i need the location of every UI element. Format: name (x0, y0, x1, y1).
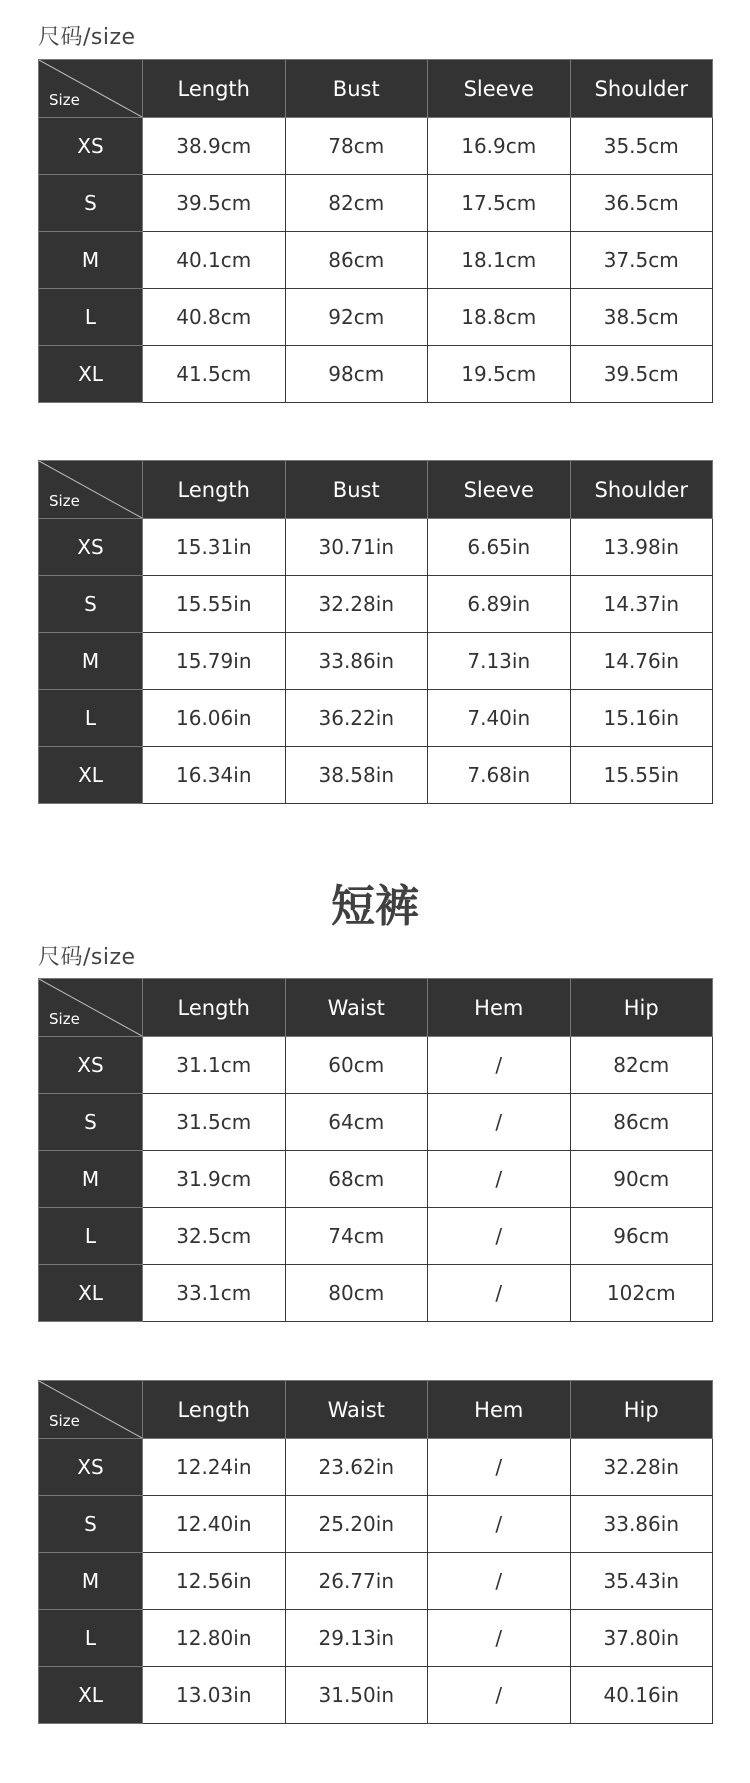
column-header: Length (143, 60, 286, 118)
table-row (39, 576, 713, 633)
table-cell: 15.31in (143, 519, 286, 576)
size-row-header: XL (39, 346, 143, 403)
table-cell: 31.50in (285, 1667, 428, 1724)
table-row (39, 1553, 713, 1610)
table-cell: 18.1cm (428, 232, 571, 289)
column-header: Length (143, 461, 286, 519)
table-cell: 7.68in (428, 747, 571, 804)
table-cell: 82cm (570, 1037, 713, 1094)
table-cell: 40.16in (570, 1667, 713, 1724)
column-header: Bust (285, 60, 428, 118)
size-row-header: L (39, 289, 143, 346)
table-cell: / (428, 1265, 571, 1322)
shorts-inch-size-table (38, 1380, 713, 1724)
size-row-header: M (39, 1151, 143, 1208)
table-cell: / (428, 1037, 571, 1094)
top-cm-size-table (38, 59, 713, 403)
table-cell: / (428, 1208, 571, 1265)
table-cell: 18.8cm (428, 289, 571, 346)
table-cell: 16.06in (143, 690, 286, 747)
table-cell: 39.5cm (143, 175, 286, 232)
size-row-header: L (39, 1208, 143, 1265)
column-header: Bust (285, 461, 428, 519)
size-corner-header (39, 461, 143, 519)
table-row (39, 289, 713, 346)
table-cell: / (428, 1610, 571, 1667)
table-cell: 36.5cm (570, 175, 713, 232)
size-row-header: XS (39, 1037, 143, 1094)
table-cell: 29.13in (285, 1610, 428, 1667)
table-row (39, 1439, 713, 1496)
table-cell: 12.56in (143, 1553, 286, 1610)
table-cell: / (428, 1667, 571, 1724)
size-row-header: XS (39, 1439, 143, 1496)
table-cell: 98cm (285, 346, 428, 403)
table-cell: 32.5cm (143, 1208, 286, 1265)
column-header: Hem (428, 1381, 571, 1439)
size-corner-header (39, 60, 143, 118)
table-cell: 6.65in (428, 519, 571, 576)
table-cell: 33.1cm (143, 1265, 286, 1322)
size-corner-label: Size (49, 1412, 80, 1430)
table-cell: 31.5cm (143, 1094, 286, 1151)
table-row (39, 1496, 713, 1553)
column-header: Hip (570, 1381, 713, 1439)
table-cell: 82cm (285, 175, 428, 232)
table-cell: 38.5cm (570, 289, 713, 346)
table-cell: 12.80in (143, 1610, 286, 1667)
table-cell: 96cm (570, 1208, 713, 1265)
table-cell: 38.58in (285, 747, 428, 804)
table-row (39, 175, 713, 232)
table-cell: 33.86in (570, 1496, 713, 1553)
table-cell: 17.5cm (428, 175, 571, 232)
table-row (39, 747, 713, 804)
table-cell: 64cm (285, 1094, 428, 1151)
table-row (39, 1667, 713, 1724)
table-cell: 90cm (570, 1151, 713, 1208)
table-cell: 60cm (285, 1037, 428, 1094)
table-cell: 35.43in (570, 1553, 713, 1610)
table-cell: 33.86in (285, 633, 428, 690)
table-cell: 38.9cm (143, 118, 286, 175)
top-inch-size-table (38, 460, 713, 804)
table-row (39, 232, 713, 289)
size-corner-label: Size (49, 91, 80, 109)
size-row-header: XL (39, 1265, 143, 1322)
table-cell: 37.5cm (570, 232, 713, 289)
column-header: Waist (285, 1381, 428, 1439)
table-row (39, 1610, 713, 1667)
size-row-header: M (39, 232, 143, 289)
table-cell: 15.79in (143, 633, 286, 690)
table-cell: 32.28in (570, 1439, 713, 1496)
table-cell: 6.89in (428, 576, 571, 633)
shorts-section-title: 短裤 (331, 881, 419, 932)
table-row (39, 1094, 713, 1151)
table-row (39, 346, 713, 403)
table-cell: 26.77in (285, 1553, 428, 1610)
table-cell: / (428, 1553, 571, 1610)
column-header: Hip (570, 979, 713, 1037)
table-cell: 35.5cm (570, 118, 713, 175)
size-corner-header (39, 979, 143, 1037)
table-cell: 41.5cm (143, 346, 286, 403)
size-row-header: S (39, 175, 143, 232)
size-corner-label: Size (49, 1010, 80, 1028)
size-row-header: XS (39, 118, 143, 175)
size-row-header: XL (39, 1667, 143, 1724)
table-cell: / (428, 1094, 571, 1151)
size-row-header: S (39, 576, 143, 633)
table-cell: 86cm (285, 232, 428, 289)
table-cell: 16.34in (143, 747, 286, 804)
top-size-label: 尺码/size (38, 25, 136, 50)
table-cell: 86cm (570, 1094, 713, 1151)
table-row (39, 1037, 713, 1094)
table-row (39, 633, 713, 690)
table-cell: 39.5cm (570, 346, 713, 403)
table-cell: 16.9cm (428, 118, 571, 175)
table-cell: 23.62in (285, 1439, 428, 1496)
size-row-header: M (39, 1553, 143, 1610)
table-cell: 31.1cm (143, 1037, 286, 1094)
table-cell: 102cm (570, 1265, 713, 1322)
table-cell: 92cm (285, 289, 428, 346)
shorts-cm-size-table (38, 978, 713, 1322)
table-cell: 15.55in (570, 747, 713, 804)
table-cell: 80cm (285, 1265, 428, 1322)
table-cell: / (428, 1496, 571, 1553)
table-cell: 12.40in (143, 1496, 286, 1553)
size-row-header: M (39, 633, 143, 690)
table-cell: 14.37in (570, 576, 713, 633)
size-row-header: L (39, 1610, 143, 1667)
table-row (39, 519, 713, 576)
table-cell: 25.20in (285, 1496, 428, 1553)
column-header: Waist (285, 979, 428, 1037)
table-cell: 40.1cm (143, 232, 286, 289)
size-row-header: XS (39, 519, 143, 576)
table-cell: 13.98in (570, 519, 713, 576)
column-header: Shoulder (570, 461, 713, 519)
column-header: Sleeve (428, 60, 571, 118)
column-header: Length (143, 1381, 286, 1439)
table-cell: 30.71in (285, 519, 428, 576)
table-cell: 19.5cm (428, 346, 571, 403)
table-row (39, 118, 713, 175)
table-row (39, 1151, 713, 1208)
column-header: Hem (428, 979, 571, 1037)
table-row (39, 1208, 713, 1265)
table-cell: 31.9cm (143, 1151, 286, 1208)
table-cell: 74cm (285, 1208, 428, 1265)
table-row (39, 1265, 713, 1322)
size-row-header: XL (39, 747, 143, 804)
table-cell: / (428, 1439, 571, 1496)
table-cell: 7.40in (428, 690, 571, 747)
table-cell: 12.24in (143, 1439, 286, 1496)
table-cell: 78cm (285, 118, 428, 175)
table-cell: 40.8cm (143, 289, 286, 346)
size-row-header: S (39, 1496, 143, 1553)
size-row-header: S (39, 1094, 143, 1151)
table-cell: 14.76in (570, 633, 713, 690)
table-cell: 15.55in (143, 576, 286, 633)
table-row (39, 690, 713, 747)
table-cell: 7.13in (428, 633, 571, 690)
column-header: Length (143, 979, 286, 1037)
table-cell: 68cm (285, 1151, 428, 1208)
size-corner-header (39, 1381, 143, 1439)
column-header: Sleeve (428, 461, 571, 519)
table-cell: 37.80in (570, 1610, 713, 1667)
table-cell: 13.03in (143, 1667, 286, 1724)
table-cell: 15.16in (570, 690, 713, 747)
shorts-size-label: 尺码/size (38, 945, 136, 970)
column-header: Shoulder (570, 60, 713, 118)
table-cell: 32.28in (285, 576, 428, 633)
table-cell: / (428, 1151, 571, 1208)
size-row-header: L (39, 690, 143, 747)
table-cell: 36.22in (285, 690, 428, 747)
size-corner-label: Size (49, 492, 80, 510)
